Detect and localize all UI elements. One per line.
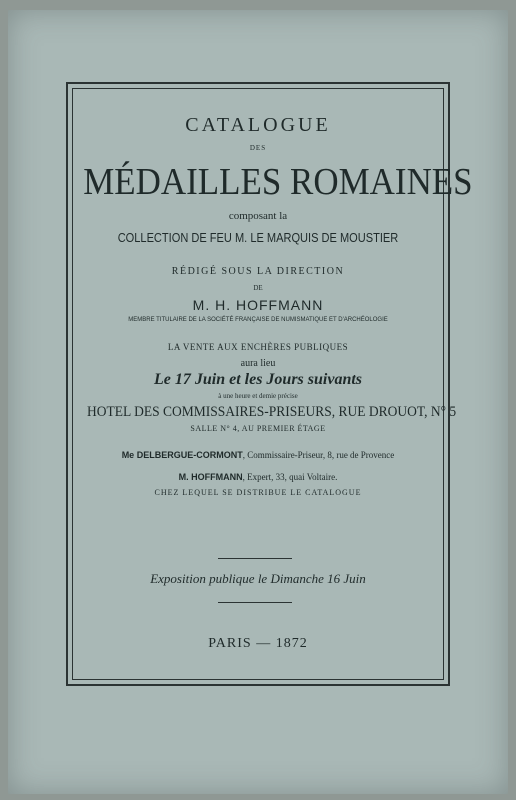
venue-room: SALLE N° 4, AU PREMIER ÉTAGE [190, 424, 326, 433]
exhibition-text: Exposition publique le Dimanche 16 Juin [150, 571, 366, 586]
de-word: DE [253, 284, 263, 292]
distribution-text: CHEZ LEQUEL SE DISTRIBUE LE CATALOGUE [154, 488, 362, 497]
expert-name: M. HOFFMANN [178, 472, 243, 482]
divider-top [218, 558, 292, 559]
auctioneer-line [68, 450, 448, 460]
auctioneer-name: Me DELBERGUE-CORMONT [121, 450, 243, 460]
auction-date: Le 17 Juin et les Jours suivants [153, 371, 363, 388]
auction-time: à une heure et demie précise [218, 392, 298, 400]
author-name: M. H. HOFFMANN [192, 297, 324, 313]
expert-details: , Expert, 33, quai Voltaire. [242, 472, 338, 482]
auctioneer-details: , Commissaire-Priseur, 8, rue de Provence [242, 450, 395, 460]
divider-bottom [218, 602, 292, 603]
collection-title: COLLECTION DE FEU M. LE MARQUIS DE MOUSTIER [117, 230, 399, 245]
author-affiliation: MEMBRE TITULAIRE DE LA SOCIÉTÉ FRANÇAISE DE NUMISMATIQUE ET D'ARCHÉOLOGIE [128, 317, 388, 323]
title-page-content [68, 84, 473, 684]
imprint-place-year: PARIS — 1872 [208, 636, 308, 651]
main-title: MÉDAILLES ROMAINES [83, 161, 473, 203]
des-word: DES [249, 144, 267, 152]
expert-line [68, 472, 448, 482]
outer-frame-border [66, 82, 473, 686]
auction-venue: HOTEL DES COMMISSAIRES-PRISEURS, RUE DROUOT, N° 5 [87, 404, 457, 420]
book-cover [8, 10, 508, 794]
catalogue-heading: CATALOGUE [185, 114, 331, 136]
redige-text: RÉDIGÉ SOUS LA DIRECTION [171, 266, 345, 277]
composant-text: composant la [228, 210, 288, 222]
aura-lieu-text: aura lieu [240, 358, 276, 369]
auction-text: LA VENTE AUX ENCHÈRES PUBLIQUES [167, 342, 349, 352]
